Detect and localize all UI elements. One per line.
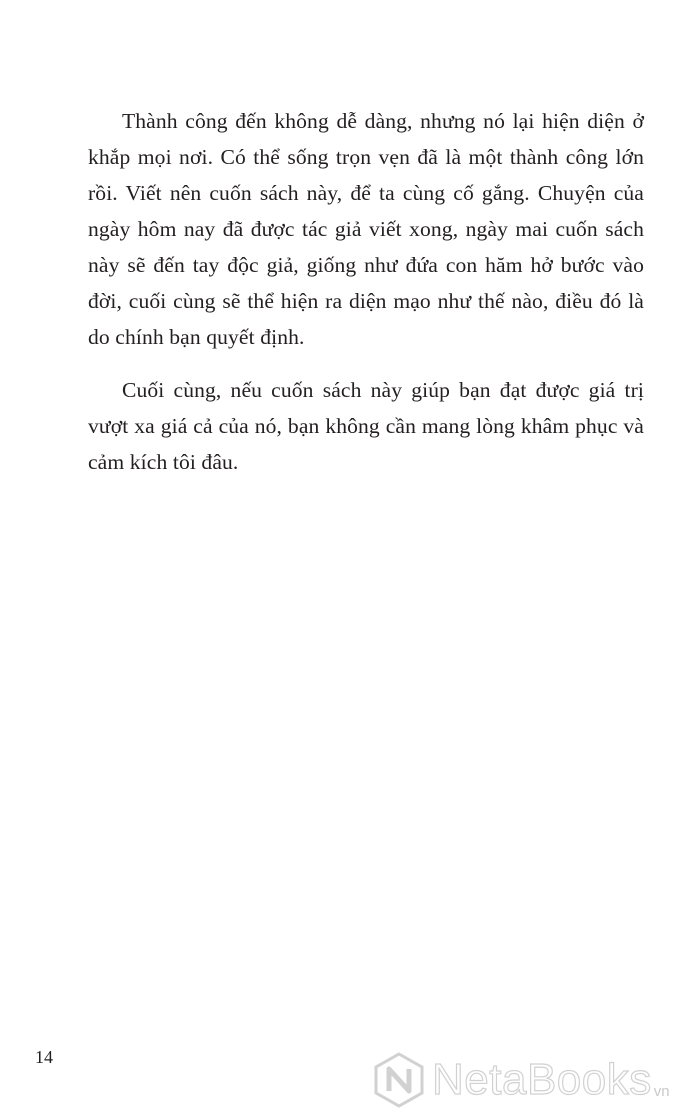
paragraph-2: Cuối cùng, nếu cuốn sách này giúp bạn đạt được giá trị vượt xa giá cả của nó, bạn không cần mang lòng khâm phục và cảm kích tôi đâu. [88, 378, 644, 474]
watermark-suffix: vn [653, 1082, 670, 1100]
watermark-logo [370, 1045, 700, 1115]
body-text [88, 103, 644, 480]
page-number: 14 [35, 1047, 53, 1067]
paragraph-1: Thành công đến không dễ dàng, nhưng nó lại hiện diện ở khắp mọi nơi. Có thể sống trọn vẹn đã là một thành công lớn rồi. Viết nên cuốn sách này, để ta cùng cố gắng. Chuyện của ngày hôm nay đã được tác giả viết xong, ngày mai cuốn sách này sẽ đến tay độc giả, giống như đứa con hăm hở bước vào đời, cuối cùng sẽ thể hiện ra diện mạo như thế nào, điều đó là do chính bạn quyết định. [88, 109, 644, 349]
hexagon-n-logo-icon [370, 1051, 428, 1109]
watermark-brand: NetaBooks [432, 1055, 652, 1104]
